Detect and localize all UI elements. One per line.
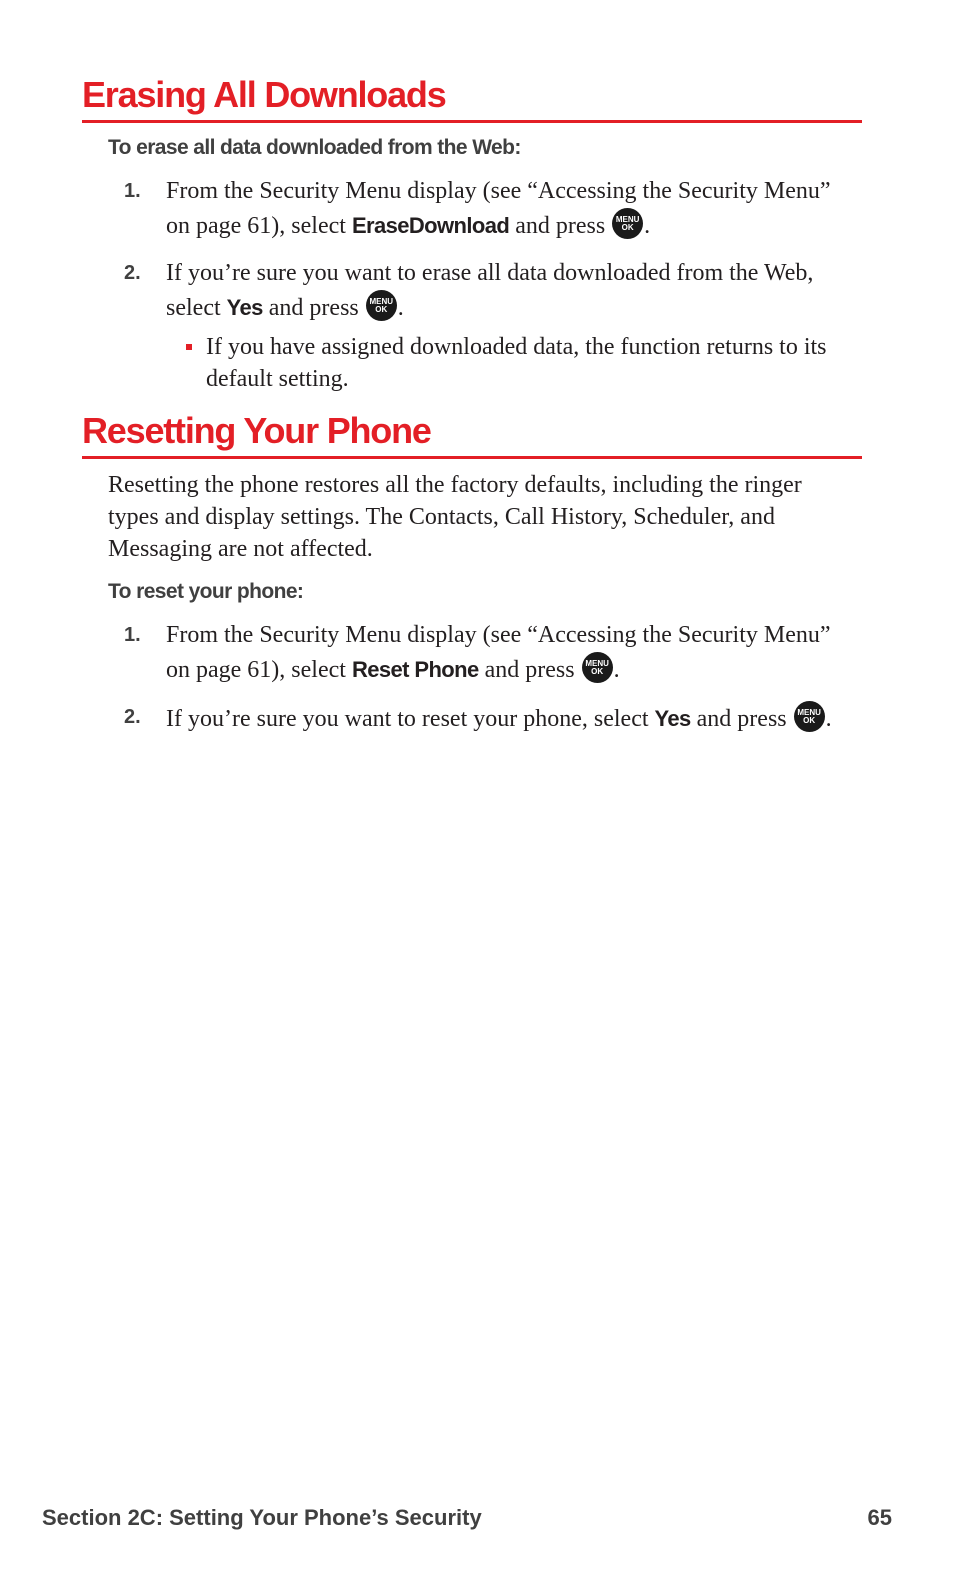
step-number: 2. [124, 262, 141, 284]
step-item: 1. From the Security Menu display (see “Accessing the Security Menu” on page 61), select Reset Phone and press MENU OK . [166, 619, 846, 687]
menu-ok-key-icon: MENU OK [612, 208, 643, 239]
menu-ok-key-icon: MENU OK [582, 652, 613, 683]
procedure-label: To reset your phone: [108, 580, 304, 603]
step-text: and press [262, 295, 365, 321]
section-intro: Resetting the phone restores all the factory defaults, including the ringer types and display settings. The Contacts, Call History, Scheduler, and Messaging are not affected. [108, 472, 802, 562]
step-text: From the Security Menu display (see “Accessing the Security Menu” on page 61), select [166, 622, 831, 683]
menu-option-keyword: Reset Phone [351, 657, 479, 682]
menu-ok-key-icon: MENU OK [794, 701, 825, 732]
step-text: If you’re sure you want to reset your phone, select [166, 706, 655, 732]
step-number: 2. [124, 706, 141, 728]
step-item: 1. From the Security Menu display (see “Accessing the Security Menu” on page 61), select EraseDownload and press MENU OK . [166, 175, 846, 243]
step-text: and press [509, 213, 612, 239]
menu-ok-key-icon: MENU OK [366, 290, 397, 321]
page-footer [42, 1502, 892, 1534]
section-resetting-phone [82, 408, 862, 736]
step-item: 2. If you’re sure you want to reset your phone, select Yes and press MENU OK . [166, 701, 846, 736]
bullet-text: If you have assigned downloaded data, the function returns to its default setting. [206, 334, 827, 392]
bullet-note [206, 331, 856, 395]
menu-option-keyword: Yes [226, 295, 263, 320]
step-number: 1. [124, 624, 141, 646]
menu-option-keyword: Yes [654, 706, 691, 731]
section-title: Erasing All Downloads [82, 72, 862, 123]
section-erasing-downloads [82, 72, 862, 395]
step-text: and press [690, 706, 793, 732]
procedure-label: To erase all data downloaded from the Web: [108, 136, 521, 159]
step-text: From the Security Menu display (see “Accessing the Security Menu” on page 61), select [166, 178, 831, 239]
bullet-square-icon [186, 344, 192, 350]
menu-option-keyword: EraseDownload [351, 213, 510, 238]
step-text: and press [478, 657, 581, 683]
footer-section-title: Section 2C: Setting Your Phone’s Security [42, 1505, 482, 1530]
step-number: 1. [124, 180, 141, 202]
page-number: 65 [867, 1505, 892, 1530]
step-item: 2. If you’re sure you want to erase all data downloaded from the Web, select Yes and press MENU OK . [166, 257, 846, 325]
section-title: Resetting Your Phone [82, 408, 862, 459]
step-text: If you’re sure you want to erase all data downloaded from the Web, select [166, 260, 814, 321]
